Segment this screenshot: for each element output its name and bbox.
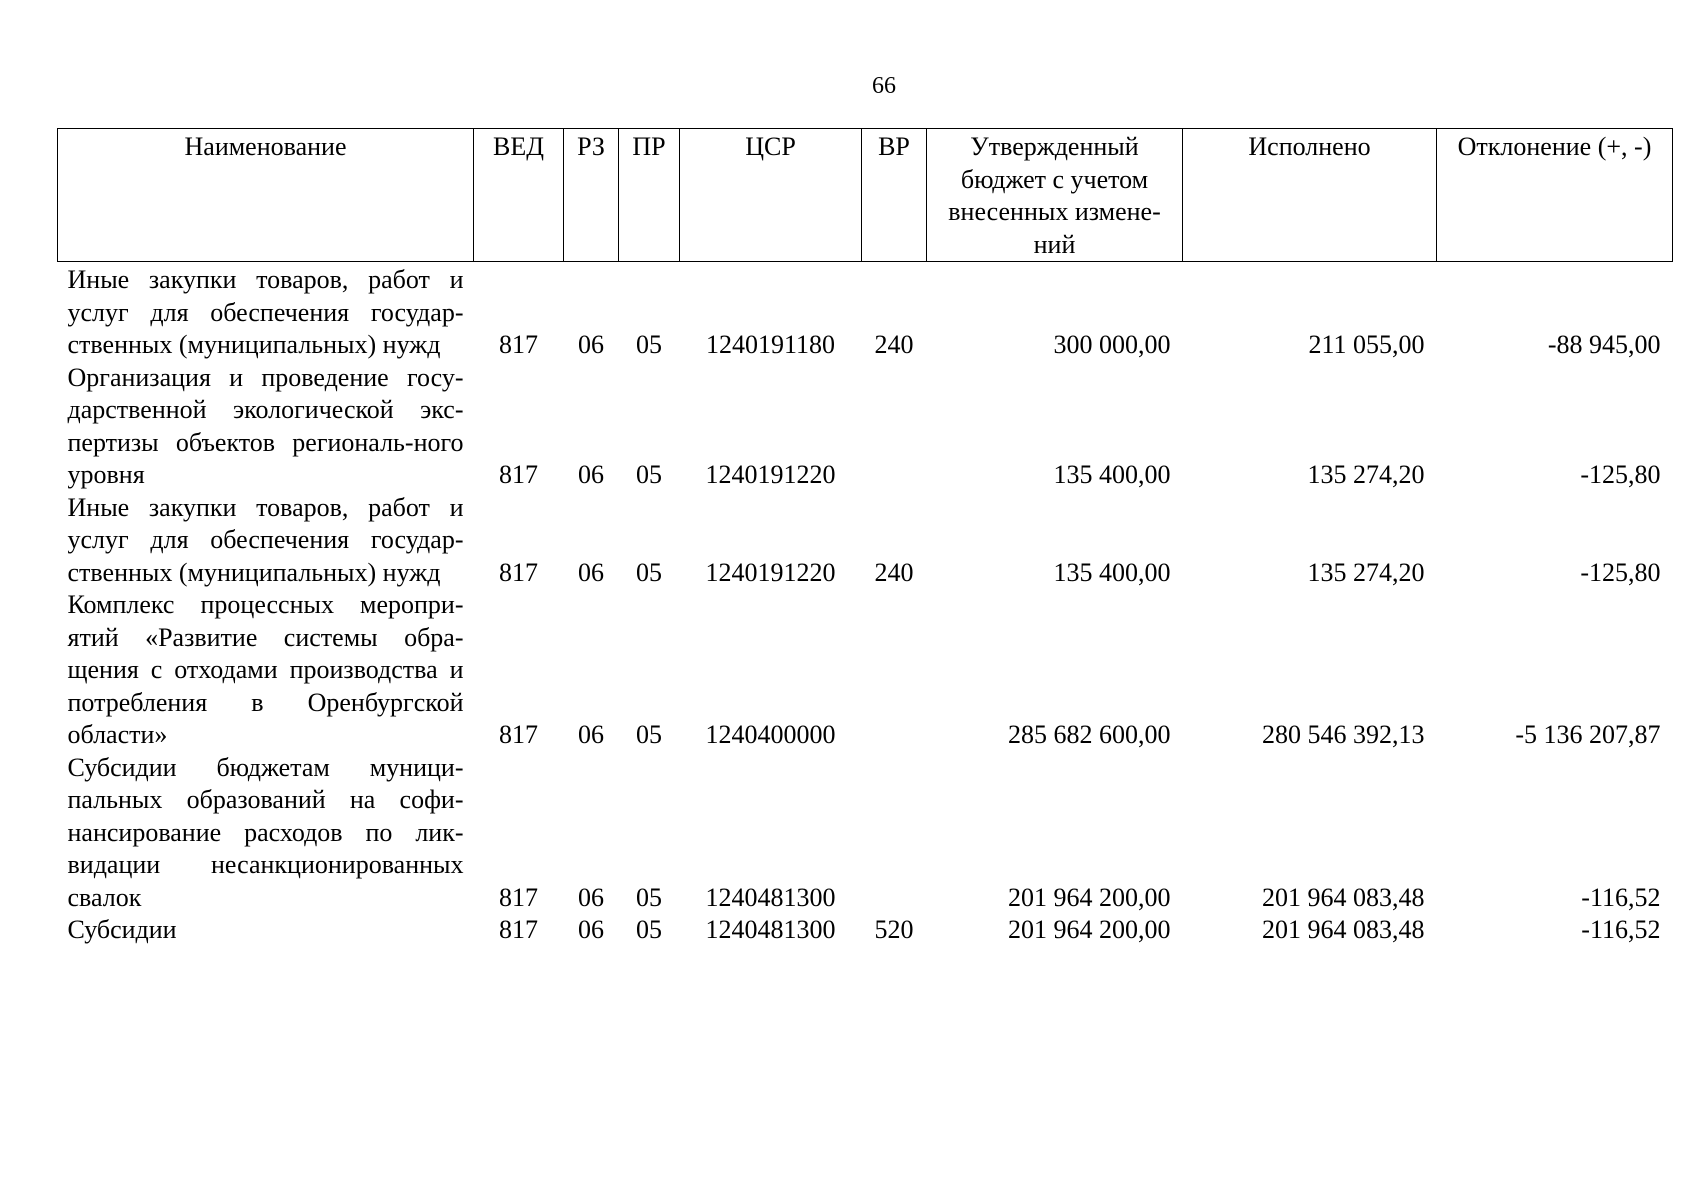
row-csr: 1240191220 — [705, 557, 836, 587]
row-name: Иные закупки товаров, работ и услуг для обеспечения государ-ственных (муниципальных) нужд — [67, 265, 464, 359]
row-deviation: -5 136 207,87 — [1515, 720, 1661, 749]
table-row — [58, 492, 1673, 590]
row-executed: 280 546 392,13 — [1262, 720, 1425, 749]
budget-table — [57, 128, 1673, 947]
row-executed: 201 964 083,48 — [1262, 915, 1425, 944]
row-pr: 05 — [636, 557, 662, 587]
row-deviation: -125,80 — [1580, 557, 1661, 587]
row-name: Комплекс процессных меропри-ятий «Развитие системы обра-щения с отходами производства и потребления в Оренбургской области» — [67, 590, 464, 749]
row-approved: 201 964 200,00 — [1008, 915, 1171, 944]
table-row — [58, 262, 1673, 362]
table-row — [58, 752, 1673, 915]
row-vr: 520 — [874, 915, 914, 944]
row-csr: 1240481300 — [705, 915, 836, 944]
header-executed: Исполнено — [1183, 129, 1437, 262]
header-name: Наименование — [58, 129, 474, 262]
row-pr: 05 — [636, 460, 662, 489]
row-rz: 06 — [578, 330, 604, 359]
row-vr — [862, 589, 927, 752]
table-row — [58, 362, 1673, 492]
row-ved: 817 — [499, 915, 538, 944]
row-rz: 06 — [578, 720, 604, 749]
row-csr: 1240400000 — [705, 720, 836, 749]
row-executed: 135 274,20 — [1307, 557, 1425, 587]
row-ved: 817 — [499, 330, 538, 359]
row-rz: 06 — [578, 882, 604, 912]
row-pr: 05 — [636, 915, 662, 944]
row-name: Субсидии бюджетам муници-пальных образований на софи-нансирование расходов по лик-видации несанкционированных свалок — [67, 752, 464, 912]
row-deviation: -88 945,00 — [1547, 330, 1661, 359]
row-rz: 06 — [578, 915, 604, 944]
table-row — [58, 589, 1673, 752]
row-pr: 05 — [636, 330, 662, 359]
row-csr: 1240191180 — [705, 330, 836, 359]
row-deviation: -116,52 — [1581, 882, 1661, 912]
header-pr: ПР — [619, 129, 680, 262]
row-csr: 1240481300 — [705, 882, 836, 912]
row-executed: 211 055,00 — [1308, 330, 1425, 359]
row-approved: 285 682 600,00 — [1008, 720, 1171, 749]
header-approved: Утвержденный бюджет с учетом внесенных измене-ний — [927, 129, 1183, 262]
row-name: Субсидии — [67, 915, 177, 944]
row-rz: 06 — [578, 460, 604, 489]
header-ved: ВЕД — [474, 129, 564, 262]
row-vr — [862, 362, 927, 492]
row-ved: 817 — [499, 720, 538, 749]
row-name: Иные закупки товаров, работ и услуг для обеспечения государ-ственных (муниципальных) нужд — [67, 492, 464, 587]
row-ved: 817 — [499, 557, 538, 587]
row-vr: 240 — [874, 330, 914, 359]
header-vr: ВР — [862, 129, 927, 262]
row-pr: 05 — [636, 720, 662, 749]
row-approved: 300 000,00 — [1053, 330, 1171, 359]
header-deviation: Отклонение (+, -) — [1437, 129, 1673, 262]
row-deviation: -125,80 — [1580, 460, 1661, 489]
header-rz: РЗ — [564, 129, 619, 262]
row-approved: 201 964 200,00 — [1008, 882, 1171, 912]
row-rz: 06 — [578, 557, 604, 587]
row-vr — [862, 752, 927, 915]
table-row — [58, 914, 1673, 947]
page-number: 66 — [872, 73, 896, 99]
row-name: Организация и проведение госу-дарственной экологической экс-пертизы объектов региональ-ного уровня — [67, 362, 464, 489]
row-approved: 135 400,00 — [1053, 460, 1171, 489]
row-pr: 05 — [636, 882, 662, 912]
row-ved: 817 — [499, 460, 538, 489]
row-executed: 201 964 083,48 — [1262, 882, 1425, 912]
row-csr: 1240191220 — [705, 460, 836, 489]
row-vr: 240 — [874, 557, 914, 587]
table-header-row — [58, 129, 1673, 262]
row-approved: 135 400,00 — [1053, 557, 1171, 587]
header-csr: ЦСР — [680, 129, 862, 262]
row-ved: 817 — [499, 882, 538, 912]
row-deviation: -116,52 — [1581, 915, 1661, 944]
row-executed: 135 274,20 — [1307, 460, 1425, 489]
